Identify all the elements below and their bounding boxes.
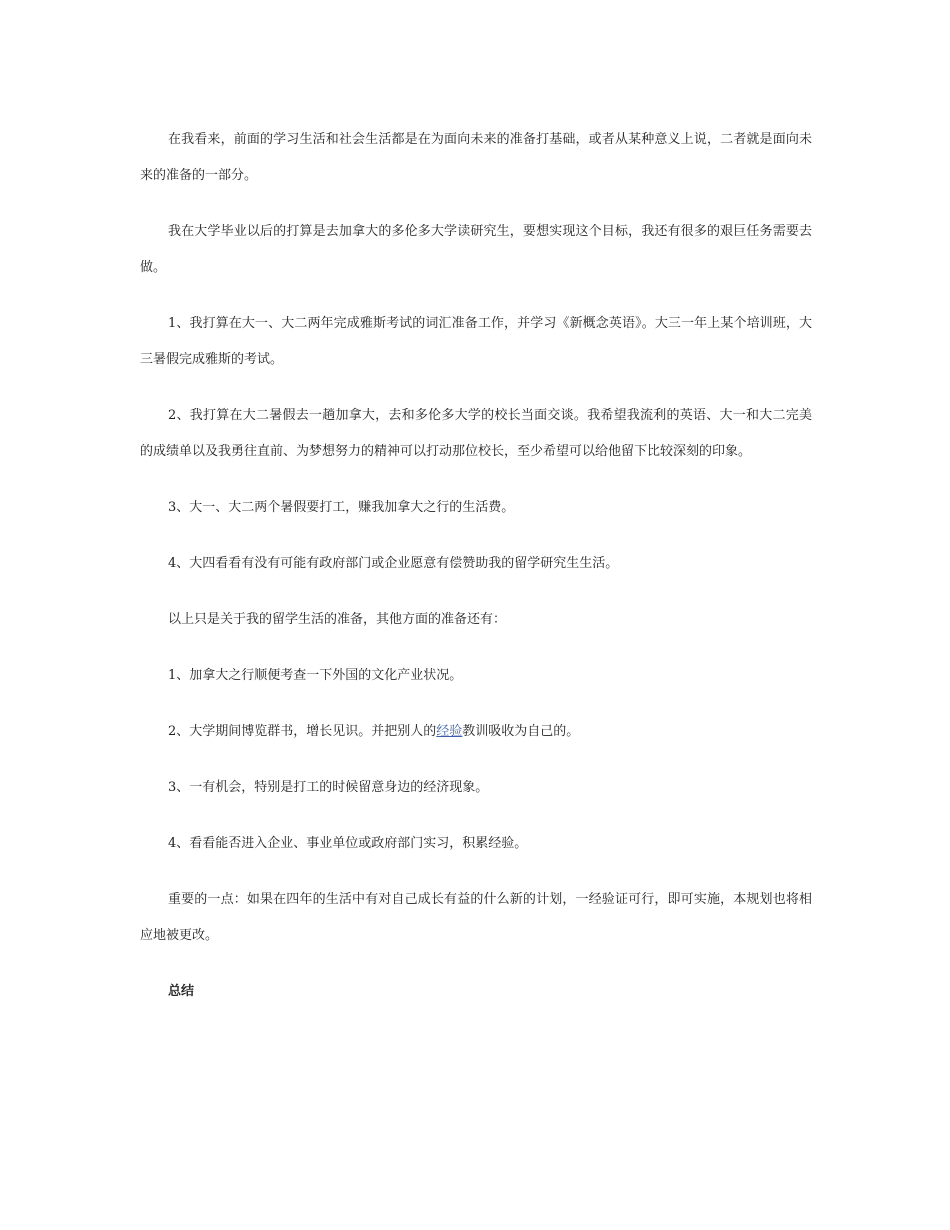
paragraph-other-1: 1、加拿大之行顺便考查一下外国的文化产业状况。 — [168, 668, 463, 683]
paragraph-other-3: 3、一有机会，特别是打工的时候留意身边的经济现象。 — [168, 780, 489, 795]
paragraph-other-4: 4、看看能否进入企业、事业单位或政府部门实习，积累经验。 — [168, 836, 528, 851]
paragraph-other-2-before: 2、大学期间博览群书，增长见识。并把别人的 — [168, 724, 437, 739]
paragraph-plan-2: 2、我打算在大二暑假去一趟加拿大，去和多伦多大学的校长当面交谈。我希望我流利的英语、大一和大二完美的成绩单以及我勇往直前、为梦想努力的精神可以打动那位校长，至少希望可以给他留下比较深刻的印象。 — [140, 408, 812, 459]
paragraph-other-2-after: 教训吸收为自己的。 — [462, 724, 580, 739]
paragraph-plan-1: 1、我打算在大一、大二两年完成雅斯考试的词汇准备工作，并学习《新概念英语》。大三一年上某个培训班，大三暑假完成雅斯的考试。 — [140, 316, 812, 367]
document-body — [140, 122, 812, 1030]
paragraph-plan-3: 3、大一、大二两个暑假要打工，赚我加拿大之行的生活费。 — [168, 500, 515, 515]
paragraph-intro: 在我看来，前面的学习生活和社会生活都是在为面向未来的准备打基础，或者从某种意义上说，二者就是面向未来的准备的一部分。 — [140, 132, 812, 183]
paragraph-other-2 — [140, 714, 812, 750]
paragraph-other-intro: 以上只是关于我的留学生活的准备，其他方面的准备还有： — [168, 612, 507, 627]
section-heading-summary: 总结 — [168, 984, 195, 999]
experience-link[interactable]: 经验 — [436, 724, 463, 739]
paragraph-plan-4: 4、大四看看有没有可能有政府部门或企业愿意有偿赞助我的留学研究生生活。 — [168, 556, 619, 571]
paragraph-goal: 我在大学毕业以后的打算是去加拿大的多伦多大学读研究生，要想实现这个目标，我还有很多的艰巨任务需要去做。 — [140, 224, 812, 275]
paragraph-important: 重要的一点：如果在四年的生活中有对自己成长有益的什么新的计划，一经验证可行，即可实施，本规划也将相应地被更改。 — [140, 892, 812, 943]
